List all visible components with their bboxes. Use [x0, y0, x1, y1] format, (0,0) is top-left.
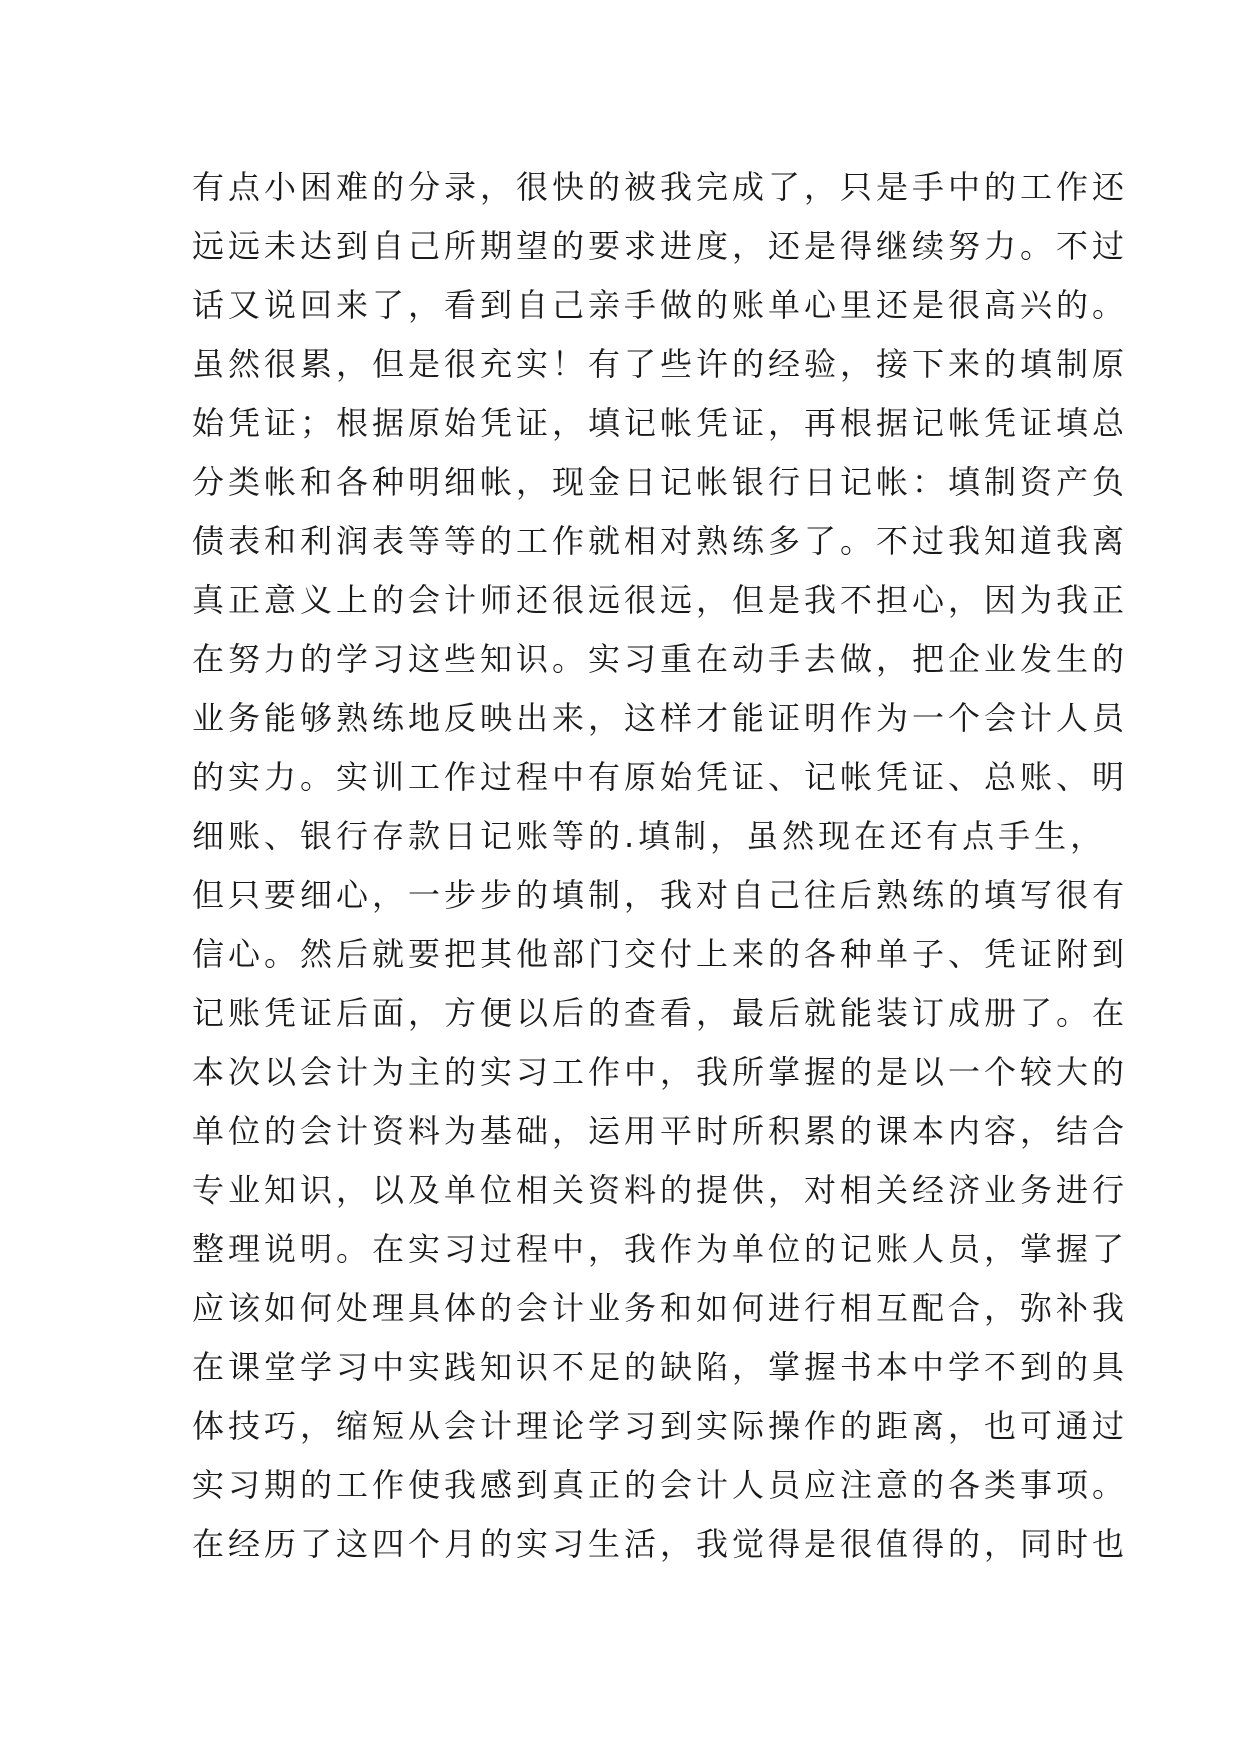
text-line: 分类帐和各种明细帐，现金日记帐银行日记帐：填制资产负 [192, 463, 1129, 501]
text-line: 但只要细心，一步步的填制，我对自己往后熟练的填写很有 [192, 876, 1129, 914]
text-line: 专业知识，以及单位相关资料的提供，对相关经济业务进行 [192, 1171, 1129, 1209]
text-line: 体技巧，缩短从会计理论学习到实际操作的距离，也可通过 [192, 1407, 1129, 1445]
text-line: 债表和利润表等等的工作就相对熟练多了。不过我知道我离 [192, 522, 1129, 560]
text-line: 在课堂学习中实践知识不足的缺陷，掌握书本中学不到的具 [192, 1348, 1129, 1386]
text-line: 在经历了这四个月的实习生活，我觉得是很值得的，同时也 [192, 1525, 1129, 1563]
text-line: 细账、银行存款日记账等的.填制，虽然现在还有点手生， [192, 817, 1107, 855]
text-line: 单位的会计资料为基础，运用平时所积累的课本内容，结合 [192, 1112, 1129, 1150]
text-line: 远远未达到自己所期望的要求进度，还是得继续努力。不过 [192, 227, 1129, 265]
text-line: 实习期的工作使我感到真正的会计人员应注意的各类事项。 [192, 1466, 1129, 1504]
text-line: 始凭证；根据原始凭证，填记帐凭证，再根据记帐凭证填总 [192, 404, 1129, 442]
text-line: 业务能够熟练地反映出来，这样才能证明作为一个会计人员 [192, 699, 1129, 737]
text-line: 记账凭证后面，方便以后的查看，最后就能装订成册了。在 [192, 994, 1129, 1032]
text-line: 整理说明。在实习过程中，我作为单位的记账人员，掌握了 [192, 1230, 1129, 1268]
text-line: 虽然很累，但是很充实！有了些许的经验，接下来的填制原 [192, 345, 1129, 383]
text-line: 信心。然后就要把其他部门交付上来的各种单子、凭证附到 [192, 935, 1129, 973]
text-line: 话又说回来了，看到自己亲手做的账单心里还是很高兴的。 [192, 286, 1129, 324]
text-line: 在努力的学习这些知识。实习重在动手去做，把企业发生的 [192, 640, 1129, 678]
text-line: 应该如何处理具体的会计业务和如何进行相互配合，弥补我 [192, 1289, 1129, 1327]
text-line: 本次以会计为主的实习工作中，我所掌握的是以一个较大的 [192, 1053, 1129, 1091]
body-paragraph [192, 158, 1129, 1574]
text-line: 真正意义上的会计师还很远很远，但是我不担心，因为我正 [192, 581, 1129, 619]
text-line: 的实力。实训工作过程中有原始凭证、记帐凭证、总账、明 [192, 758, 1129, 796]
text-line: 有点小困难的分录，很快的被我完成了，只是手中的工作还 [192, 168, 1129, 206]
